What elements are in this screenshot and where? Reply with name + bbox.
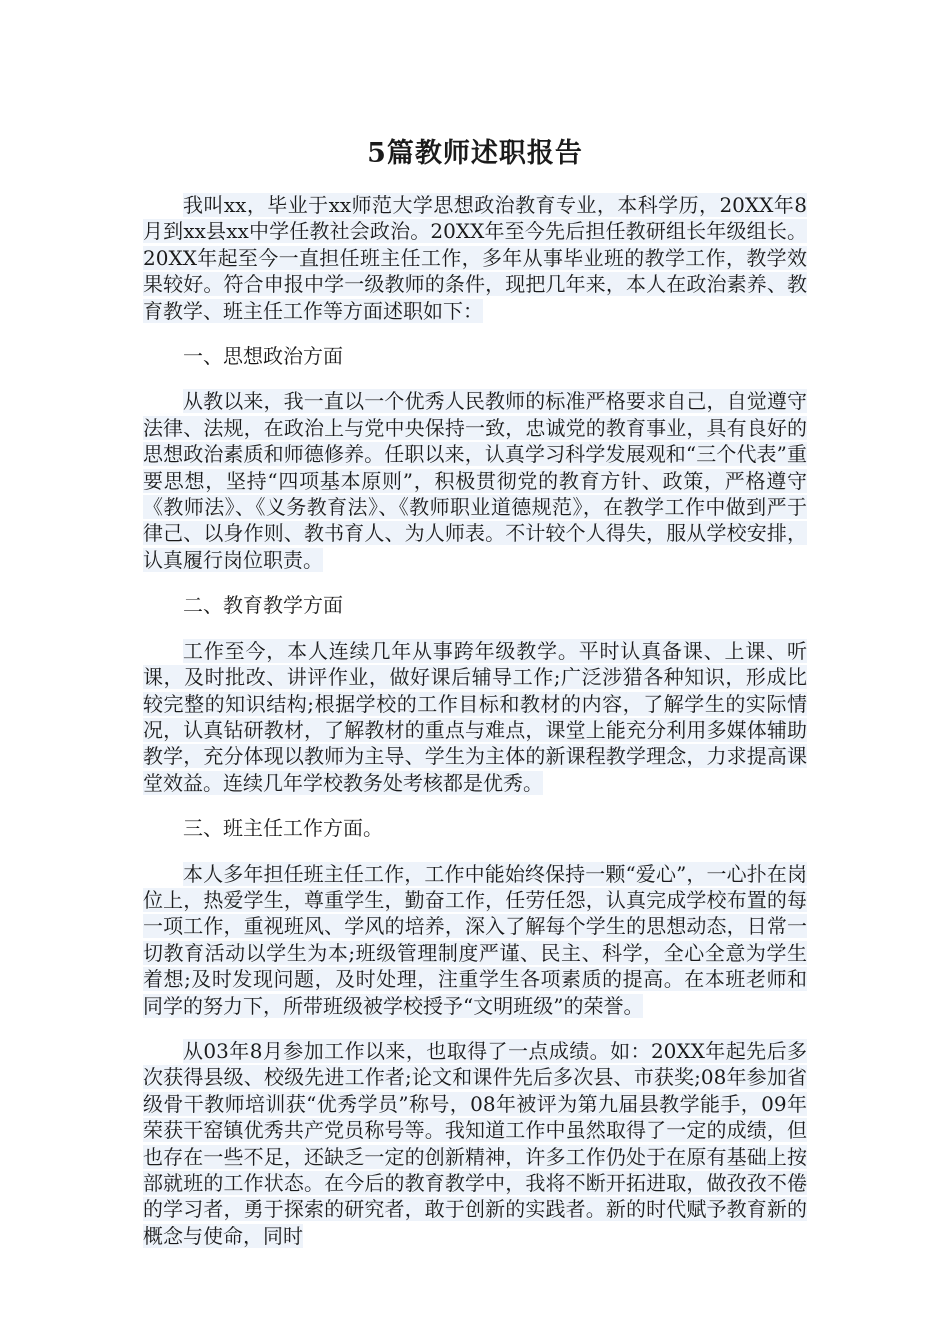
paragraph-intro bbox=[143, 192, 807, 324]
paragraph-intro-text: 我叫xx，毕业于xx师范大学思想政治教育专业，本科学历，20XX年8月到xx县xx中学任教社会政治。20XX年至今先后担任教研组长年级组长。20XX年起至今一直担任班主任工作，多年从事毕业班的教学工作，教学效果较好。符合申报中学一级教师的条件，现把几年来，本人在政治素养、教育教学、班主任工作等方面述职如下： bbox=[143, 193, 807, 323]
paragraph-class-teacher-text: 本人多年担任班主任工作，工作中能始终保持一颗“爱心”，一心扑在岗位上，热爱学生，尊重学生，勤奋工作，任劳任怨，认真完成学校布置的每一项工作，重视班风、学风的培养，深入了解每个学生的思想动态，日常一切教育活动以学生为本;班级管理制度严谨、民主、科学，全心全意为学生着想;及时发现问题，及时处理，注重学生各项素质的提高。在本班老师和同学的努力下，所带班级被学校授予“文明班级”的荣誉。 bbox=[143, 861, 807, 1018]
paragraph-class-teacher bbox=[143, 861, 807, 1019]
document-title: 5篇教师述职报告 bbox=[367, 138, 583, 169]
paragraph-teaching-text: 工作至今，本人连续几年从事跨年级教学。平时认真备课、上课、听课，及时批改、讲评作业，做好课后辅导工作;广泛涉猎各种知识，形成比较完整的知识结构;根据学校的工作目标和教材的内容，了解学生的实际情况，认真钻研教材，了解教材的重点与难点，课堂上能充分利用多媒体辅助教学，充分体现以教师为主导、学生为主体的新课程教学理念，力求提高课堂效益。连续几年学校教务处考核都是优秀。 bbox=[143, 638, 807, 795]
paragraph-politics bbox=[143, 388, 807, 573]
section-heading-politics: 一、思想政治方面 bbox=[183, 344, 343, 369]
paragraph-politics-text: 从教以来，我一直以一个优秀人民教师的标准严格要求自己，自觉遵守法律、法规，在政治上与党中央保持一致，忠诚党的教育事业，具有良好的思想政治素质和师德修养。任职以来，认真学习科学发展观和“三个代表”重要思想，坚持“四项基本原则”，积极贯彻党的教育方针、政策，严格遵守《教师法》、《义务教育法》、《教师职业道德规范》，在教学工作中做到严于律己、以身作则、教书育人、为人师表。不计较个人得失，服从学校安排，认真履行岗位职责。 bbox=[143, 389, 807, 572]
paragraph-teaching bbox=[143, 638, 807, 796]
section-heading-class-teacher: 三、班主任工作方面。 bbox=[183, 816, 383, 841]
section-heading-teaching: 二、教育教学方面 bbox=[183, 593, 343, 618]
paragraph-achievements bbox=[143, 1038, 807, 1249]
document-body bbox=[143, 192, 807, 1249]
paragraph-achievements-text: 从03年8月参加工作以来，也取得了一点成绩。如：20XX年起先后多次获得县级、校级先进工作者;论文和课件先后多次县、市获奖;08年参加省级骨干教师培训获“优秀学员”称号，08年被评为第九届县教学能手，09年荣获干窑镇优秀共产党员称号等。我知道工作中虽然取得了一定的成绩，但也存在一些不足，还缺乏一定的创新精神，许多工作仍处于在原有基础上按部就班的工作状态。在今后的教育教学中，我将不断开拓进取，做孜孜不倦的学习者，勇于探索的研究者，敢于创新的实践者。新的时代赋予教育新的概念与使命，同时 bbox=[143, 1038, 807, 1248]
